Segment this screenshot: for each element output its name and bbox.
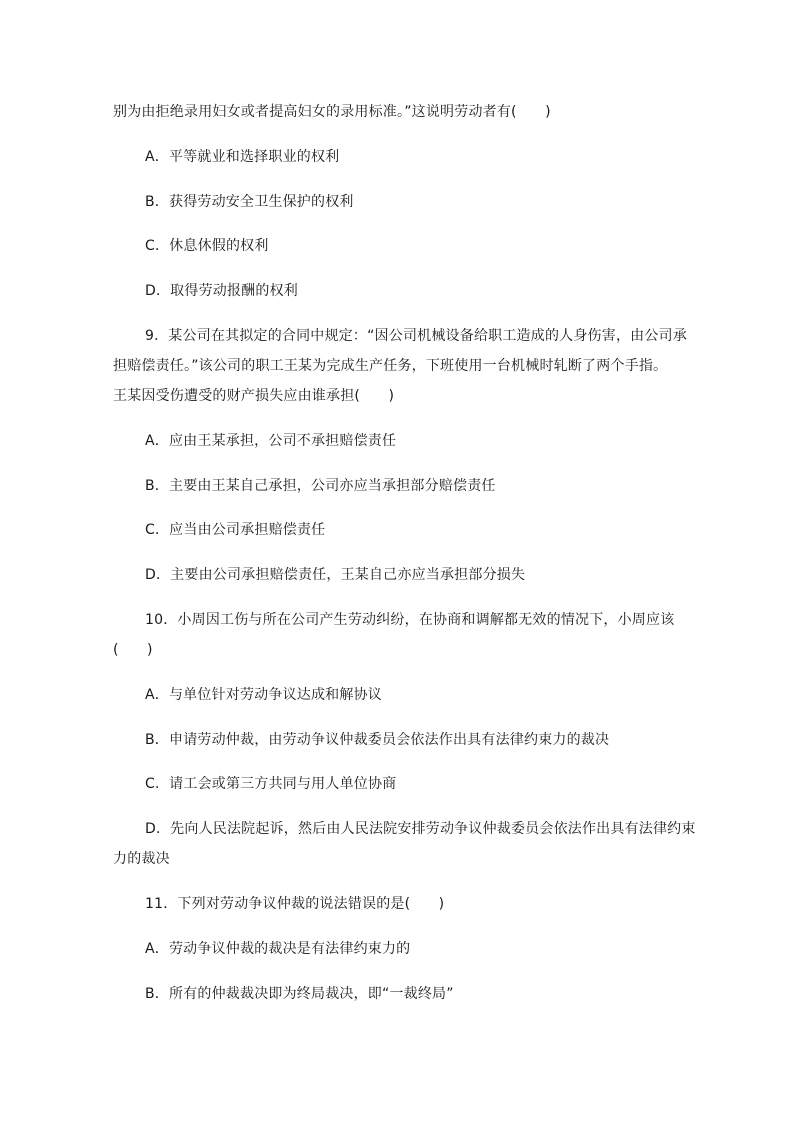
q8-option-c: C．休息休假的权利 bbox=[145, 238, 269, 254]
q9-stem-line-1: 9．某公司在其拟定的合同中规定：“因公司机械设备给职工造成的人身伤害，由公司承 bbox=[145, 328, 687, 344]
q9-stem-line-3: 王某因受伤遭受的财产损失应由谁承担( ) bbox=[113, 388, 395, 404]
q8-option-a: A．平等就业和选择职业的权利 bbox=[145, 149, 340, 165]
q10-option-b: B．申请劳动仲裁，由劳动争议仲裁委员会依法作出具有法律约束力的裁决 bbox=[145, 732, 610, 748]
q9-option-b: B．主要由王某自己承担，公司亦应当承担部分赔偿责任 bbox=[145, 478, 496, 494]
q10-option-d-line-2: 力的裁决 bbox=[113, 851, 170, 867]
q10-stem-line-1: 10．小周因工伤与所在公司产生劳动纠纷，在协商和调解都无效的情况下，小周应该 bbox=[145, 612, 675, 628]
q9-option-d: D．主要由公司承担赔偿责任，王某自己亦应当承担部分损失 bbox=[145, 567, 526, 583]
q8-option-b: B．获得劳动安全卫生保护的权利 bbox=[145, 194, 354, 210]
q10-stem-line-2: ( ) bbox=[113, 642, 153, 658]
q8-option-d: D．取得劳动报酬的权利 bbox=[145, 283, 298, 299]
q9-option-c: C．应当由公司承担赔偿责任 bbox=[145, 522, 326, 538]
q9-option-a: A．应由王某承担，公司不承担赔偿责任 bbox=[145, 433, 397, 449]
q11-option-b: B．所有的仲裁裁决即为终局裁决，即“一裁终局” bbox=[145, 986, 454, 1002]
q10-option-a: A．与单位针对劳动争议达成和解协议 bbox=[145, 687, 382, 703]
q9-stem-line-2: 担赔偿责任。”该公司的职工王某为完成生产任务，下班使用一台机械时轧断了两个手指。 bbox=[113, 358, 668, 374]
q10-option-d-line-1: D．先向人民法院起诉，然后由人民法院安排劳动争议仲裁委员会依法作出具有法律约束 bbox=[145, 821, 696, 837]
q11-stem: 11．下列对劳动争议仲裁的说法错误的是( ) bbox=[145, 896, 445, 912]
q8-stem-tail: 别为由拒绝录用妇女或者提高妇女的录用标准。”这说明劳动者有( ) bbox=[113, 104, 551, 120]
q11-option-a: A．劳动争议仲裁的裁决是有法律约束力的 bbox=[145, 941, 411, 957]
q10-option-c: C．请工会或第三方共同与用人单位协商 bbox=[145, 776, 397, 792]
